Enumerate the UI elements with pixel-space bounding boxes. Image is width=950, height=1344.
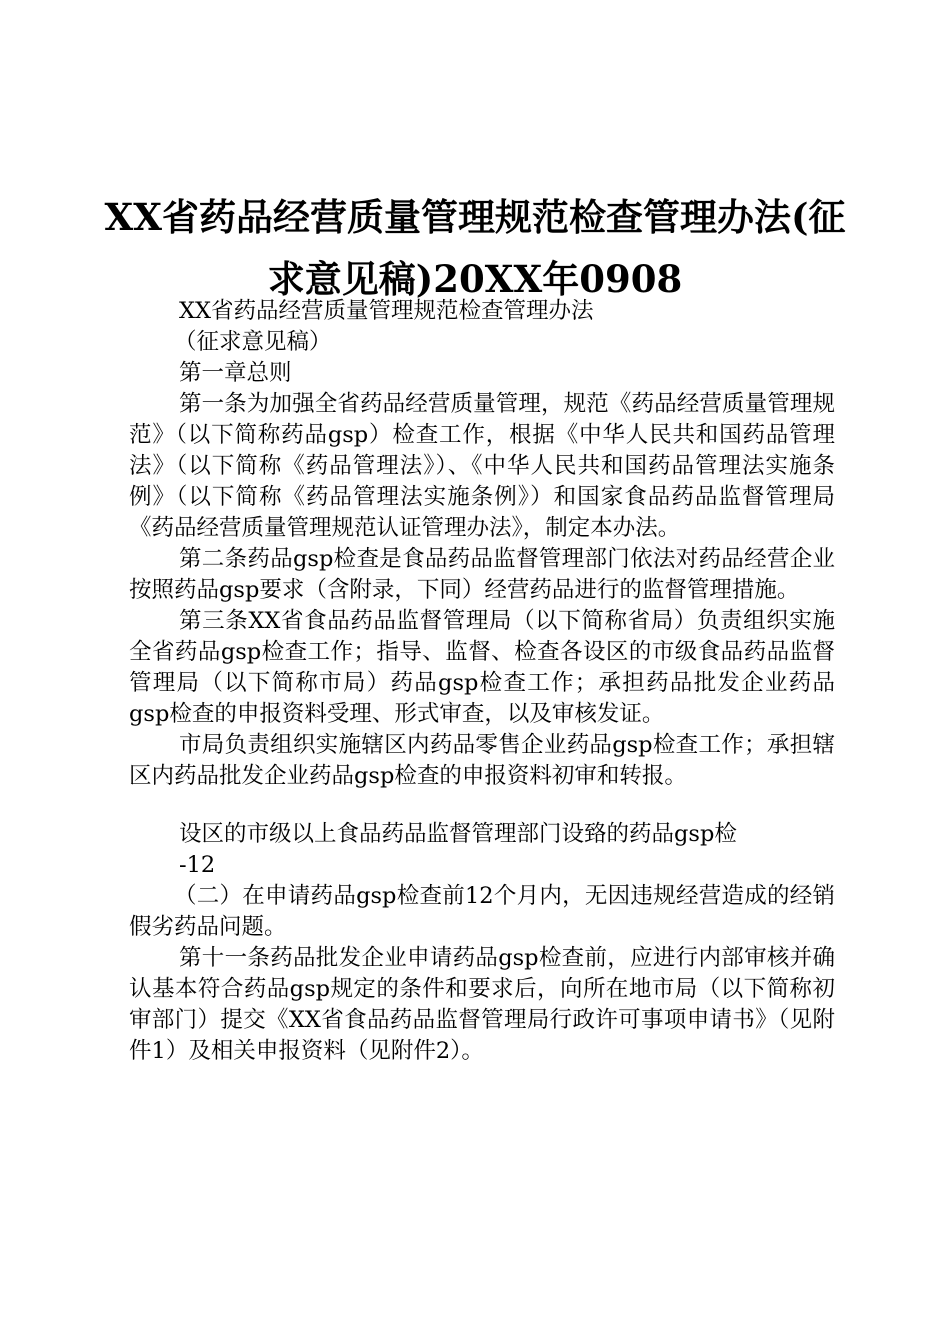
paragraph-city-bureau: 市局负责组织实施辖区内药品零售企业药品gsp检查工作；承担辖区内药品批发企业药品gsp检查的申报资料初审和转报。 [129,732,835,789]
paragraph-inspection-body: 设区的市级以上食品药品监督管理部门设臵的药品gsp检 [179,821,737,847]
paragraph-article-1: 第一条为加强全省药品经营质量管理，规范《药品经营质量管理规范》（以下简称药品gsp）检查工作，根据《中华人民共和国药品管理法》（以下简称《药品管理法》）、《中华人民共和国药品管理法实施条例》（以下简称《药品管理法实施条例》）和国家食品药品监督管理局《药品经营质量管理规范认证管理办法》，制定本办法。 [129,391,835,541]
paragraph-heading-name: XX省药品经营质量管理规范检查管理办法 [179,298,594,324]
paragraph-article-2: 第二条药品gsp检查是食品药品监督管理部门依法对药品经营企业按照药品gsp要求（含附录，下同）经营药品进行的监督管理措施。 [129,546,835,603]
page-marker: -12 [179,852,216,878]
paragraph-draft-note: （征求意见稿） [174,329,332,355]
paragraph-chapter-one: 第一章总则 [179,360,292,386]
document-body [129,296,835,1067]
paragraph-item-two: （二）在申请药品gsp检查前12个月内，无因违规经营造成的经销假劣药品问题。 [129,883,835,940]
paragraph-article-3: 第三条XX省食品药品监督管理局（以下简称省局）负责组织实施全省药品gsp检查工作；指导、监督、检查各设区的市级食品药品监督管理局（以下简称市局）药品gsp检查工作；承担药品批发企业药品gsp检查的申报资料受理、形式审查，以及审核发证。 [129,608,835,727]
paragraph-article-11: 第十一条药品批发企业申请药品gsp检查前，应进行内部审核并确认基本符合药品gsp规定的条件和要求后，向所在地市局（以下简称初审部门）提交《XX省食品药品监督管理局行政许可事项申请书》（见附件1）及相关申报资料（见附件2）。 [129,945,835,1064]
document-title: XX省药品经营质量管理规范检查管理办法(征求意见稿)20XX年0908 [104,195,846,301]
